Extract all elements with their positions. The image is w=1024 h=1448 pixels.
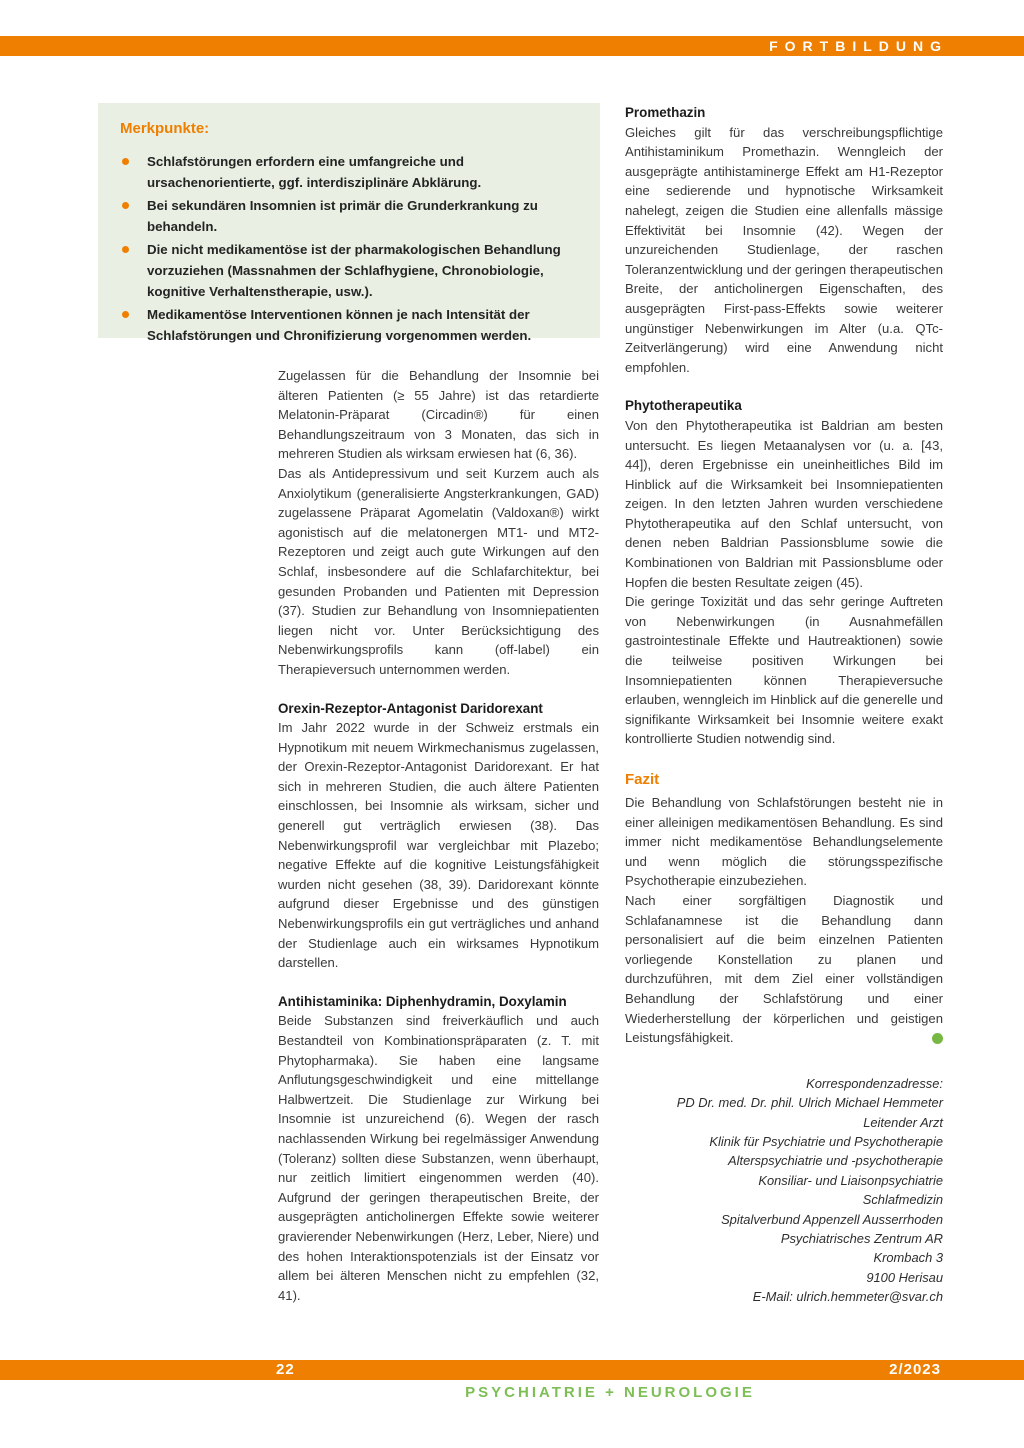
correspondence-line: Klinik für Psychiatrie und Psychotherapie xyxy=(709,1133,943,1149)
correspondence-line: Konsiliar- und Liaisonpsychiatrie xyxy=(758,1172,943,1188)
bullet-icon xyxy=(122,246,129,253)
key-point-text: Medikamentöse Interventionen können je nach Intensität der Schlafstörungen und Chronifizierung vorgenommen werden. xyxy=(147,307,532,343)
footer-band xyxy=(0,1360,1024,1380)
section-label: FORTBILDUNG xyxy=(769,38,948,54)
correspondence-line: PD Dr. med. Dr. phil. Ulrich Michael Hemmeter xyxy=(676,1095,943,1111)
article-end-dot-icon xyxy=(932,1033,943,1044)
paragraph xyxy=(625,891,943,1048)
section-heading-promethazin: Promethazin xyxy=(625,105,706,120)
header-band xyxy=(0,36,1024,56)
correspondence-line: Leitender Arzt xyxy=(863,1114,943,1130)
paragraph: Das als Antidepressivum und seit Kurzem auch als Anxiolytikum (generalisierte Angsterkrankungen, GAD) zugelassene Präparat Agomelatin (Valdoxan®) wirkt agonistisch auf die melatonergen MT1- und MT2-Rezeptoren und zeigt auch gute Wirkungen auf den Schlaf, insbesondere auf die Schlafarchitektur, bei gesunden Probanden und Patienten mit Depression (37). Studien zur Behandlung von Insomniepatienten liegen nicht vor. Unter Berücksichtigung des Nebenwirkungsprofils kann (off-label) ein Therapieversuch unternommen werden. xyxy=(278,465,599,677)
fazit-closing-text: Nach einer sorgfältigen Diagnostik und Schlafanamnese ist die Behandlung dann personalisiert auf die beim einzelnen Patienten vorliegende Konstellation zu planen und durchzuführen, mit dem Ziel einer vollständigen Behandlung der Schlafstörung und einer Wiederherstellung der körperlichen und geistigen Leistungsfähigkeit. xyxy=(625,892,943,1046)
paragraph: Gleiches gilt für das verschreibungspflichtige Antihistaminikum Promethazin. Wenngleich der ausgeprägte antihistaminerge Effekt am H1-Rezeptor eine sedierende und hypnotische Wirksamkeit nahelegt, zeigen die Studien eine allenfalls mässige Effektivität bei Insomnie (42). Wegen der unzureichenden Studienlage, der raschen Toleranzentwicklung und der geringen therapeutischen Breite, der anticholinergen Eigenschaften, des ausgeprägten First-pass-Effekts sowie weiterer ungünstiger Nebenwirkungen im Alter (u.a. QTc-Zeitverlängerung) wird eine Anwendung nicht empfohlen. xyxy=(625,124,943,375)
correspondence-line: Schlafmedizin xyxy=(862,1192,943,1208)
paragraph: Im Jahr 2022 wurde in der Schweiz erstmals ein Hypnotikum mit neuem Wirkmechanismus zugelassen, der Orexin-Rezeptor-Antagonist Daridorexant. Er hat sich in mehreren Studien, die auch ältere Patienten einschlossen, bei Insomnie als wirksam, sicher und generell gut verträglich erwiesen (38). Das Nebenwirkungsprofil war vergleichbar mit Plazebo; negative Effekte auf die kognitive Leistungsfähigkeit wurden nicht gesehen (38, 39). Daridorexant könnte aufgrund dieser Ergebnisse und des günstigen Nebenwirkungsprofils ein gut verträgliches und anhand der Studienlage auch ein wirksames Hypnotikum darstellen. xyxy=(278,720,599,971)
paragraph: Zugelassen für die Behandlung der Insomnie bei älteren Patienten (≥ 55 Jahre) ist das retardierte Melatonin-Präparat (Circadin®) für einen Behandlungszeitraum von 3 Monaten, das sich in mehreren Studien als wirksam erwiesen hat (6, 36). xyxy=(278,368,599,462)
key-points-list xyxy=(120,151,578,346)
key-points-title: Merkpunkte: xyxy=(120,120,210,137)
key-point-text: Bei sekundären Insomnien ist primär die Grunderkrankung zu behandeln. xyxy=(147,198,538,234)
bullet-icon xyxy=(122,311,129,318)
section-heading-antihistaminika: Antihistaminika: Diphenhydramin, Doxylamin xyxy=(278,993,567,1009)
section-heading-fazit: Fazit xyxy=(625,771,660,788)
correspondence-line: Spitalverbund Appenzell Ausserrhoden xyxy=(721,1211,943,1227)
paragraph: Die Behandlung von Schlafstörungen besteht nie in einer alleinigen medikamentösen Behandlung. Es sind immer nicht medikamentöse Behandlungselemente und wenn möglich die störungsspezifische Psychotherapie einzubeziehen. xyxy=(625,795,943,889)
correspondence-line: 9100 Herisau xyxy=(866,1269,943,1285)
page-number: 22 xyxy=(276,1361,295,1378)
paragraph: Von den Phytotherapeutika ist Baldrian am besten untersucht. Es liegen Metaanalysen vor (u. a. [43, 44]), deren Ergebnisse ein uneinheitliches Bild im Hinblick auf die Wirksamkeit bei Insomniepatienten zeigen. In den letzten Jahren wurden verschiedene Phytotherapeutika auf den Schlaf untersucht, von denen neben Baldrian Passionsblume sowie die Kombinationen von Baldrian mit Passionsblume oder Hopfen die besten Resultate zeigen (45). xyxy=(625,417,943,590)
section-heading-daridorexant: Orexin-Rezeptor-Antagonist Daridorexant xyxy=(278,700,543,716)
key-point-text: Schlafstörungen erfordern eine umfangreiche und ursachenorientierte, ggf. interdisziplinäre Abklärung. xyxy=(147,154,482,190)
bullet-icon xyxy=(122,202,129,209)
key-point-item xyxy=(120,195,578,237)
paragraph: Die geringe Toxizität und das sehr geringe Auftreten von Nebenwirkungen (in Ausnahmefällen gastrointestinale Effekte und Hautreaktionen) sowie die teilweise positiven Wirkungen bei Insomniepatienten können Therapieversuche erlauben, wenngleich im Hinblick auf die generelle und signifikante Wirksamkeit bei Insomnie weitere exakt kontrollierte Studien notwendig sind. xyxy=(625,594,943,747)
correspondence-line: E-Mail: ulrich.hemmeter@svar.ch xyxy=(752,1289,943,1305)
correspondence-line: Psychiatrisches Zentrum AR xyxy=(780,1230,943,1246)
key-point-text: Die nicht medikamentöse ist der pharmakologischen Behandlung vorzuziehen (Massnahmen der Schlafhygiene, Chronobiologie, kognitive Verhaltenstherapie, usw.). xyxy=(147,242,561,299)
paragraph: Beide Substanzen sind freiverkäuflich und auch Bestandteil von Kombinationspräparaten (z. T. mit Phytopharmaka). Sie haben eine langsame Anflutungsgeschwindigkeit und eine mittellange Halbwertzeit. Die Studienlage zur Wirkung bei Insomnie ist unzureichend (6). Wegen der rasch nachlassenden Wirkung bei regelmässiger Anwendung (Toleranz) sollten diese Substanzen, wenn überhaupt, nur zeitlich limitiert eingenommen werden (40). Aufgrund der geringen therapeutischen Breite, der ausgeprägten anticholinergen Effekte sowie weiterer gravierender Nebenwirkungen (Herz, Leber, Niere) und des hohen Interaktionspotenzials ist der Einsatz vor allem bei älteren Menschen nicht zu empfehlen (32, 41). xyxy=(278,1013,599,1303)
correspondence-line: Alterspsychiatrie und -psychotherapie xyxy=(728,1153,943,1169)
bullet-icon xyxy=(122,158,129,165)
right-column xyxy=(625,103,943,1307)
correspondence-block xyxy=(625,1074,943,1307)
key-point-item xyxy=(120,239,578,302)
middle-column xyxy=(278,366,599,1305)
correspondence-line: Krombach 3 xyxy=(873,1250,943,1266)
key-points-box xyxy=(98,103,600,343)
journal-name: PSYCHIATRIE + NEUROLOGIE xyxy=(465,1384,755,1401)
key-point-item xyxy=(120,304,578,346)
correspondence-line: Korrespondenzadresse: xyxy=(806,1075,943,1091)
section-heading-phytotherapeutika: Phytotherapeutika xyxy=(625,398,742,414)
issue-number: 2/2023 xyxy=(889,1361,941,1378)
key-point-item xyxy=(120,151,578,193)
